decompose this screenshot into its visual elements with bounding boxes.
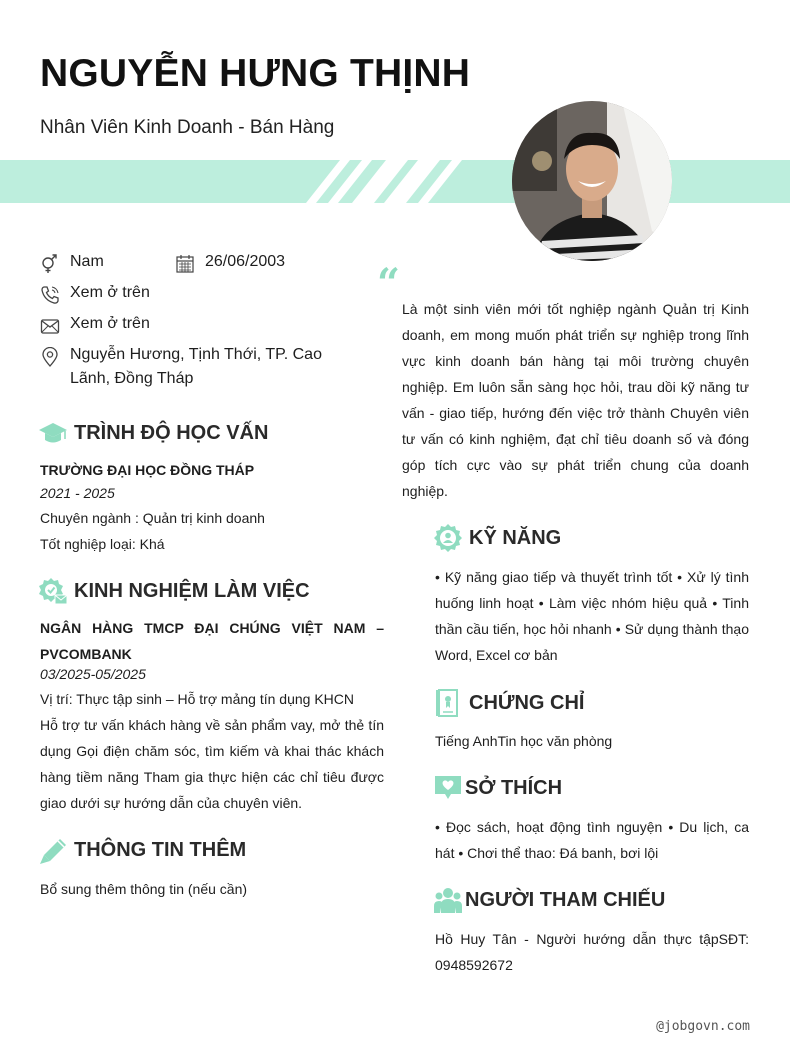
avatar bbox=[512, 101, 672, 261]
job-title: Nhân Viên Kinh Doanh - Bán Hàng bbox=[40, 117, 335, 138]
address-row bbox=[40, 346, 340, 391]
certificates-heading-text: CHỨNG CHỈ bbox=[469, 691, 585, 714]
email-icon bbox=[40, 316, 60, 336]
hobbies-text: • Đọc sách, hoạt động tình nguyện • Du lịch, ca hát • Chơi thể thao: Đá banh, bơi lội bbox=[435, 819, 749, 861]
skills-heading-text: KỸ NĂNG bbox=[469, 526, 562, 549]
quote-icon: “ bbox=[377, 260, 401, 307]
education-heading bbox=[38, 418, 268, 448]
phone-row bbox=[40, 284, 150, 305]
education-heading-text: TRÌNH ĐỘ HỌC VẤN bbox=[74, 421, 269, 444]
education-period: 2021 - 2025 bbox=[40, 485, 115, 501]
birthdate-row bbox=[175, 253, 285, 274]
gender-row bbox=[40, 253, 104, 274]
hobbies-heading-text: SỞ THÍCH bbox=[465, 776, 563, 799]
more-info-heading-text: THÔNG TIN THÊM bbox=[74, 838, 247, 861]
references-heading-text: NGƯỜI THAM CHIẾU bbox=[465, 888, 666, 911]
graduation-cap-icon bbox=[38, 418, 68, 448]
references-heading bbox=[433, 885, 665, 915]
gender-icon bbox=[40, 254, 60, 274]
email-value: Xem ở trên bbox=[70, 315, 150, 332]
skills-text: • Kỹ năng giao tiếp và thuyết trình tốt • Xử lý tình huống linh hoạt • Làm việc nhóm hiệu quả • Tinh thần cầu tiến, học hỏi nhanh • Sử dụng thành thạo Word, Excel cơ bản bbox=[435, 569, 749, 663]
certificates-text: Tiếng AnhTin học văn phòng bbox=[435, 733, 613, 749]
gender-value: Nam bbox=[70, 253, 104, 270]
calendar-icon bbox=[175, 254, 195, 274]
band-stripes bbox=[300, 160, 470, 203]
more-info-heading bbox=[38, 835, 246, 865]
education-grade: Tốt nghiệp loại: Khá bbox=[40, 536, 165, 552]
location-icon bbox=[40, 347, 60, 367]
gear-person-icon bbox=[433, 523, 463, 553]
education-school: TRƯỜNG ĐẠI HỌC ĐỒNG THÁP bbox=[40, 462, 255, 478]
candidate-name: NGUYỄN HƯNG THỊNH bbox=[40, 52, 471, 95]
footer-watermark: @jobgovn.com bbox=[656, 1019, 750, 1034]
email-row bbox=[40, 315, 150, 336]
address-value: Nguyễn Hương, Tịnh Thới, TP. Cao Lãnh, Đồng Tháp bbox=[70, 346, 322, 387]
experience-description: Hỗ trợ tư vấn khách hàng về sản phẩm vay, mở thẻ tín dụng Gọi điện chăm sóc, tìm kiếm và khai thác khách hàng tiềm năng Tham gia thực hiện các chỉ tiêu được giao dưới sự hướng dẫn của chuyên viên. bbox=[40, 717, 384, 811]
heart-message-icon bbox=[433, 773, 463, 803]
experience-company: NGÂN HÀNG TMCP ĐẠI CHÚNG VIỆT NAM – PVCOMBANK bbox=[40, 620, 384, 662]
experience-position: Vị trí: Thực tập sinh – Hỗ trợ mảng tín dụng KHCN bbox=[40, 691, 354, 707]
experience-period: 03/2025-05/2025 bbox=[40, 666, 146, 682]
phone-value: Xem ở trên bbox=[70, 284, 150, 301]
references-text: Hồ Huy Tân - Người hướng dẫn thực tậpSĐT: 0948592672 bbox=[435, 931, 749, 973]
group-icon bbox=[433, 885, 463, 915]
phone-icon bbox=[40, 285, 60, 305]
badge-check-icon bbox=[38, 576, 68, 606]
more-info-text: Bổ sung thêm thông tin (nếu cần) bbox=[40, 881, 248, 897]
experience-heading-text: KINH NGHIỆM LÀM VIỆC bbox=[74, 579, 310, 602]
education-major: Chuyên ngành : Quản trị kinh doanh bbox=[40, 510, 265, 526]
hobbies-heading bbox=[433, 773, 562, 803]
certificates-heading bbox=[433, 688, 584, 718]
profile-photo bbox=[512, 101, 672, 261]
pencil-icon bbox=[38, 835, 68, 865]
certificate-icon bbox=[433, 688, 463, 718]
birthdate-value: 26/06/2003 bbox=[205, 253, 286, 270]
skills-heading bbox=[433, 523, 561, 553]
career-summary: Là một sinh viên mới tốt nghiệp ngành Quản trị Kinh doanh, em mong muốn phát triển sự nghiệp trong lĩnh vực kinh doanh bán hàng tại môi trường chuyên nghiệp. Em luôn sẵn sàng học hỏi, trau dồi kỹ năng tư vấn - giao tiếp, hướng đến việc trở thành Chuyên viên tư vấn có kinh nghiệm, đạt chỉ tiêu doanh số và đóng góp tích cực vào sự phát triển chung của doanh nghiệp. bbox=[402, 301, 749, 499]
experience-heading bbox=[38, 576, 310, 606]
